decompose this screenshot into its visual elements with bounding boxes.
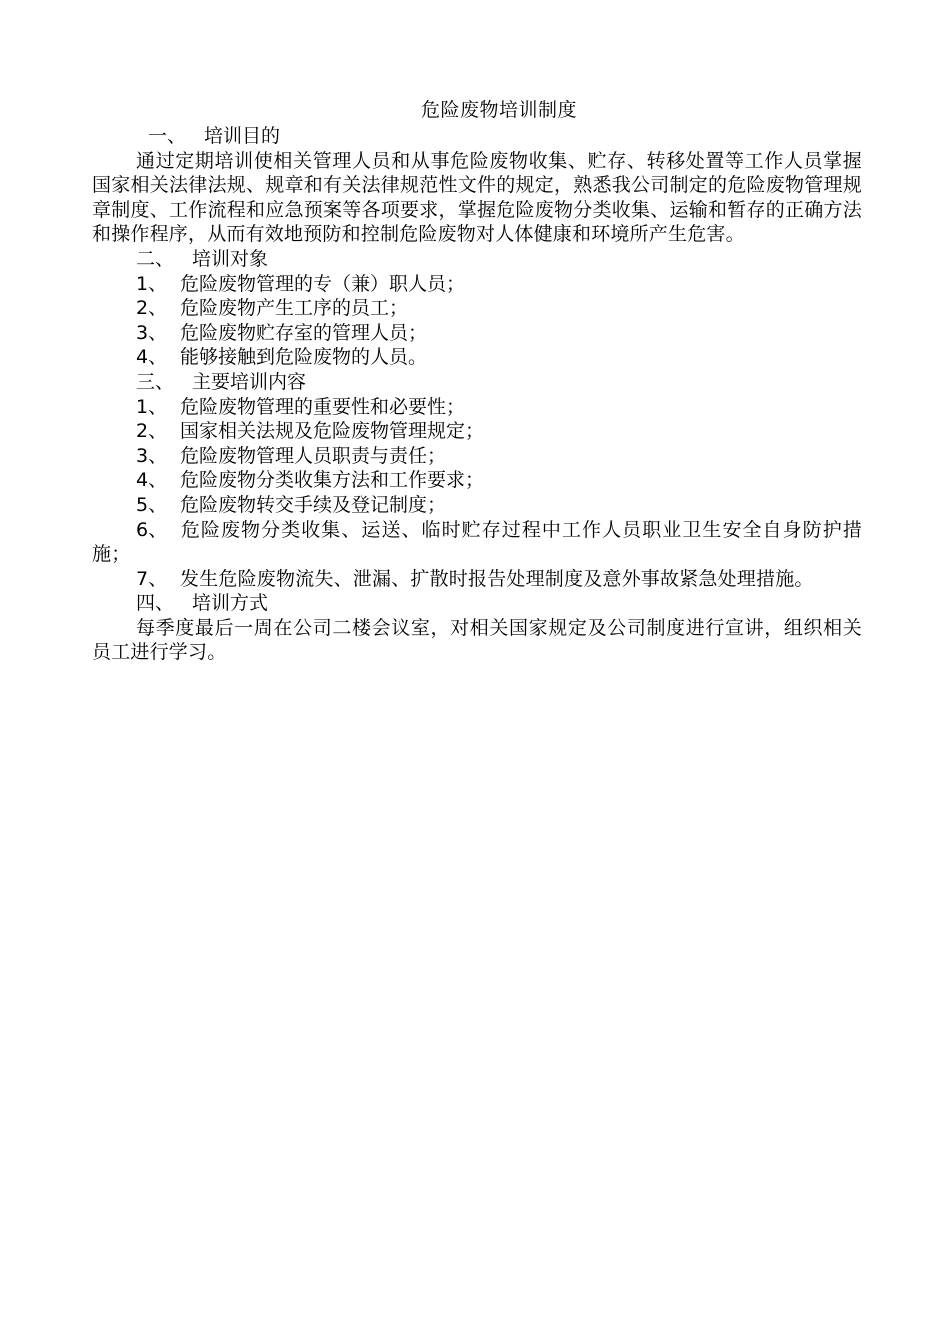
section-number-2: 二、	[136, 247, 175, 270]
list-item-text: 危险废物管理人员职责与责任；	[180, 444, 447, 467]
list-item-text: 危险废物管理的专（兼）职人员；	[180, 272, 466, 295]
list-item	[92, 345, 862, 370]
section-number-3: 三、	[136, 370, 175, 393]
list-item	[92, 272, 862, 297]
list-item-text: 危险废物分类收集方法和工作要求；	[180, 469, 485, 492]
list-item-number: 1、	[136, 272, 168, 295]
list-item-number: 3、	[136, 444, 168, 467]
section-heading-1	[92, 124, 862, 149]
section-paragraph-4: 每季度最后一周在公司二楼会议室，对相关国家规定及公司制度进行宣讲，组织相关员工进行学习。	[92, 616, 862, 664]
list-item-number: 2、	[136, 297, 168, 320]
section-number-4: 四、	[136, 592, 175, 615]
list-item-number: 7、	[136, 567, 168, 590]
section-heading-4	[92, 591, 862, 616]
document-page	[92, 98, 862, 665]
section-number-1: 一、	[148, 125, 187, 147]
section-title-4: 培训方式	[192, 592, 269, 615]
section-paragraph-1: 通过定期培训使相关管理人员和从事危险废物收集、贮存、转移处置等工作人员掌握国家相关法律法规、规章和有关法律规范性文件的规定，熟悉我公司制定的危险废物管理规章制度、工作流程和应急预案等各项要求，掌握危险废物分类收集、运输和暂存的正确方法和操作程序，从而有效地预防和控制危险废物对人体健康和环境所产生危害。	[92, 149, 862, 246]
document-title: 危险废物培训制度	[420, 99, 577, 121]
section-title-2: 培训对象	[192, 247, 269, 270]
list-item-number: 1、	[136, 395, 168, 418]
section-heading-2	[92, 247, 862, 272]
section-title-3: 主要培训内容	[192, 370, 307, 393]
list-item-text: 危险废物管理的重要性和必要性；	[180, 395, 466, 418]
list-item	[92, 493, 862, 518]
list-item-text: 危险废物贮存室的管理人员；	[180, 321, 428, 344]
list-item-number: 4、	[136, 469, 168, 492]
list-item-text: 能够接触到危险废物的人员。	[180, 346, 428, 369]
list-item	[92, 296, 862, 321]
list-item-text: 危险废物转交手续及登记制度；	[180, 493, 447, 516]
list-item	[92, 321, 862, 346]
list-item	[92, 518, 862, 567]
list-item-number: 4、	[136, 346, 168, 369]
list-item-number: 2、	[136, 420, 168, 443]
list-item-text: 危险废物分类收集、运送、临时贮存过程中工作人员职业卫生安全自身防护措施；	[92, 518, 862, 566]
list-item-number: 6、	[136, 518, 168, 541]
list-item	[92, 444, 862, 469]
list-item-number: 5、	[136, 493, 168, 516]
list-item-text: 发生危险废物流失、泄漏、扩散时报告处理制度及意外事故紧急处理措施。	[180, 567, 814, 590]
list-item	[92, 395, 862, 420]
list-item-text: 危险废物产生工序的员工；	[180, 297, 409, 320]
list-item	[92, 567, 862, 592]
section-title-1: 培训目的	[204, 125, 281, 147]
list-item	[92, 468, 862, 493]
list-item-number: 3、	[136, 321, 168, 344]
list-item	[92, 419, 862, 444]
list-item-text: 国家相关法规及危险废物管理规定；	[180, 420, 485, 443]
section-heading-3	[92, 370, 862, 395]
